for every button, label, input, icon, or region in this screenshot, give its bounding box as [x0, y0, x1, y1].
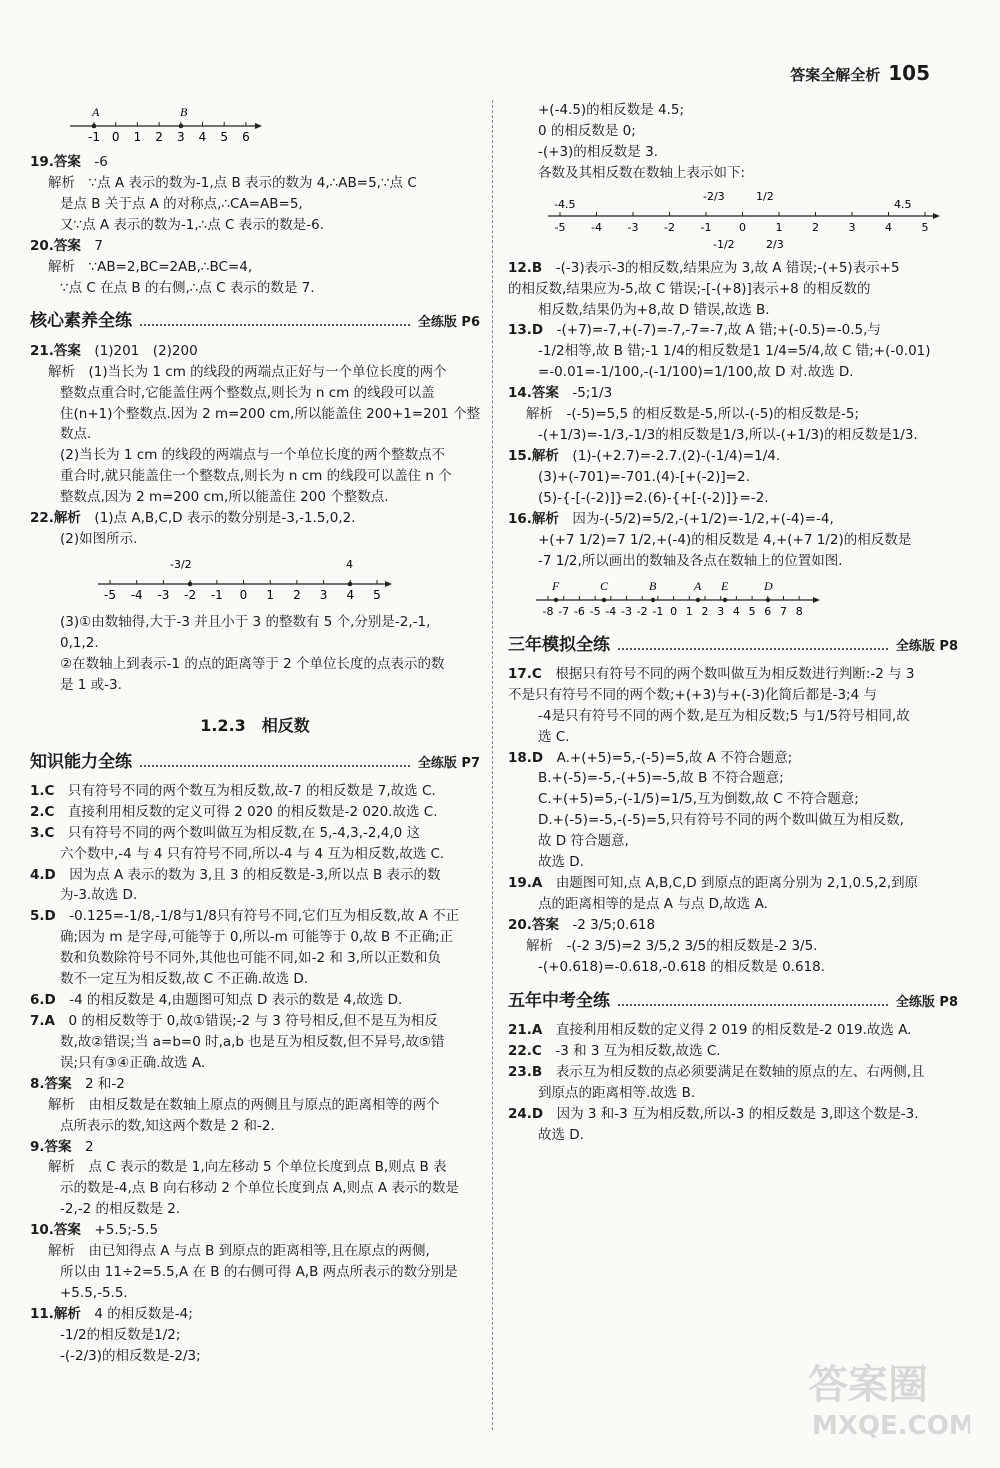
nl11-label-neg23: -2/3 — [703, 189, 725, 203]
text-line: (2)如图所示. — [60, 531, 138, 548]
text-line: 5.D -0.125=-1/8,-1/8与1/8只有符号不同,它们互为相反数,故 A 不正 — [30, 908, 460, 925]
text-line: 解析 -(-5)=5,5 的相反数是-5,所以-(-5)的相反数是-5; — [526, 406, 860, 423]
text-line: 六个数中,-4 与 4 只有符号不同,所以-4 与 4 互为相反数,故选 C. — [60, 845, 445, 862]
text-line: 解析 ∵点 A 表示的数为-1,点 B 表示的数为 4,∴AB=5,∵点 C — [48, 174, 417, 191]
text-line: -(+0.618)=-0.618,-0.618 的相反数是 0.618. — [538, 958, 826, 975]
text-line: +(+7 1/2)=7 1/2,+(-4)的相反数是 4,+(+7 1/2)的相反数是 — [538, 531, 912, 548]
tick-label: -1 — [210, 588, 223, 603]
text-line: 是 1 或-3. — [60, 676, 122, 693]
tick-label: 2 — [293, 588, 301, 603]
text-line: 住(n+1)个整数点.因为 2 m=200 cm,所以能盖住 200+1=201 个整 — [60, 405, 481, 422]
text-line: 2.C 直接利用相反数的定义可得 2 020 的相反数是-2 020.故选 C. — [30, 803, 438, 820]
text-line: 6.D -4 的相反数是 4,由题图可知点 D 表示的数是 4,故选 D. — [30, 992, 403, 1009]
point-label: D — [764, 578, 773, 593]
text-line: 15.解析 (1)-(+2.7)=-2.7.(2)-(-1/4)=1/4. — [508, 447, 781, 464]
nl11-label-neg12: -1/2 — [713, 237, 735, 251]
tick-label: 2 — [155, 130, 163, 144]
text-line: 整数点,因为 2 m=200 cm,所以能盖住 200 个整数点. — [60, 489, 389, 506]
tick-label: 2 — [812, 220, 819, 234]
text-line: 到原点的距离相等.故选 B. — [538, 1084, 696, 1101]
tick-label: 5 — [220, 130, 229, 144]
text-line: 7.A 0 的相反数等于 0,故①错误;-2 与 3 符号相反,但不是互为相反 — [30, 1012, 438, 1029]
text-line: 故 D 符合题意, — [538, 833, 629, 850]
number-line-top — [50, 104, 480, 148]
text-line: 整数点重合时,它能盖住两个整数点,则长为 n cm 的线段可以盖 — [60, 384, 435, 401]
tick-label: -3 — [621, 604, 632, 618]
text-line: -2,-2 的相反数是 2. — [60, 1201, 181, 1218]
text-line: (3)+(-701)=-701.(4)-[+(-2)]=2. — [538, 468, 750, 485]
text-line: -1/2相等,故 B 错;-1 1/4的相反数是1 1/4=5/4,故 C 错;+(-0.01) — [538, 343, 931, 360]
tick-label: 0 — [739, 220, 746, 234]
text-line: -(+1/3)=-1/3,-1/3的相反数是1/3,所以-(+1/3)的相反数是1/3. — [538, 427, 918, 444]
text-line: 24.D 因为 3 和-3 互为相反数,所以-3 的相反数是 3,即这个数是-3. — [508, 1105, 919, 1122]
tick-label: 0 — [670, 604, 678, 618]
text-line: 20.答案 7 — [30, 237, 104, 254]
text-line: (2)当长为 1 cm 的线段的两端点与一个单位长度的两个整数点不 — [60, 447, 446, 464]
answer-22-part3 — [30, 612, 480, 696]
text-line: 各数及其相反数在数轴上表示如下: — [538, 164, 746, 181]
point-label: E — [721, 578, 729, 593]
svg-text:MXQE.COM: MXQE.COM — [812, 1411, 970, 1441]
text-line: 9.答案 2 — [30, 1138, 94, 1155]
text-line: 解析 点 C 表示的数是 1,向左移动 5 个单位长度到点 B,则点 B 表 — [48, 1159, 447, 1176]
text-line: (5)-{-[-(-2)]}=2.(6)-{+[-(-2)]}=-2. — [538, 489, 769, 506]
text-line: 1.C 只有符号不同的两个数互为相反数,故-7 的相反数是 7,故选 C. — [30, 782, 436, 799]
answers-17-20 — [508, 664, 958, 978]
text-line: 22.C -3 和 3 互为相反数,故选 C. — [508, 1042, 721, 1059]
text-line: ∵点 C 在点 B 的右侧,∴点 C 表示的数是 7. — [60, 279, 315, 296]
section-header-core — [30, 308, 480, 334]
section-page: 全练版 P8 — [895, 994, 958, 1010]
text-line: 21.答案 (1)201 (2)200 — [30, 342, 198, 359]
text-line: 解析 (1)当长为 1 cm 的线段的两端点正好与一个单位长度的两个 — [48, 363, 447, 380]
text-line: 解析 由已知得点 A 与点 B 到原点的距离相等,且在原点的两侧, — [48, 1243, 430, 1260]
nl-label-a: A — [92, 105, 100, 119]
text-line: 确;因为 m 是字母,可能等于 0,所以-m 可能等于 0,故 B 不正确;正 — [60, 929, 454, 946]
point-label: B — [649, 578, 657, 593]
text-line: -7 1/2,所以画出的数轴及各点在数轴上的位置如图. — [538, 552, 843, 569]
nl22-label-4: 4 — [346, 558, 353, 572]
text-line: 8.答案 2 和-2 — [30, 1075, 125, 1092]
tick-label: 8 — [795, 604, 803, 618]
section-title: 核心素养全练 — [30, 311, 132, 332]
text-line: 17.C 根据只有符号不同的两个数叫做互为相反数进行判断:-2 与 3 — [508, 665, 915, 682]
text-line: -(-2/3)的相反数是-2/3; — [60, 1347, 201, 1364]
number-line-11 — [528, 188, 958, 254]
tick-label: 4 — [885, 220, 892, 234]
tick-label: 5 — [921, 220, 929, 234]
tick-label: -1 — [700, 220, 712, 234]
answers-19-20 — [30, 152, 480, 298]
tick-label: -4 — [605, 604, 617, 618]
point-label: A — [694, 578, 702, 593]
page-number: 105 — [888, 61, 930, 85]
tick-label: 1 — [266, 588, 275, 603]
tick-label: -3 — [627, 220, 639, 234]
number-line-22 — [50, 554, 480, 608]
text-line: B.+(-5)=-5,-(+5)=-5,故 B 不符合题意; — [538, 770, 784, 787]
nl11-label-12: 1/2 — [756, 189, 774, 203]
text-line: 解析 由相反数是在数轴上原点的两侧且与原点的距离相等的两个 — [48, 1096, 440, 1113]
tick-label: 3 — [848, 220, 856, 234]
tick-label: 1 — [133, 130, 142, 144]
text-line: 数点. — [60, 426, 92, 443]
tick-label: 2 — [701, 604, 709, 618]
text-line: -4是只有符号不同的两个数,是互为相反数;5 与1/5符号相同,故 — [538, 707, 910, 724]
page-header — [790, 58, 930, 89]
text-line: 0,1,2. — [60, 634, 99, 651]
tick-label: -5 — [589, 604, 601, 618]
tick-label: 1 — [685, 604, 693, 618]
text-line: =-0.01=-1/100,-(-1/100)=1/100,故 D 对.故选 D. — [538, 364, 854, 381]
svg-text:答案圈: 答案圈 — [808, 1362, 928, 1408]
tick-label: -7 — [558, 604, 570, 618]
text-line: 相反数,结果仍为+8,故 D 错误,故选 B. — [538, 301, 770, 318]
tick-label: -2 — [636, 604, 648, 618]
nl11-label-45: 4.5 — [894, 197, 912, 211]
nl11-label-23: 2/3 — [766, 237, 784, 251]
point-label: C — [600, 578, 609, 593]
nl11-label-neg45: -4.5 — [554, 197, 576, 211]
text-line: -1/2的相反数是1/2; — [60, 1326, 181, 1343]
header-title: 答案全解全析 — [790, 66, 881, 84]
answer-11-continued — [508, 100, 958, 184]
text-line: 故选 D. — [538, 854, 584, 871]
section-header-three-year — [508, 632, 958, 658]
text-line: 重合时,就只能盖住一个整数点,则长为 n cm 的线段可以盖住 n 个 — [60, 468, 452, 485]
text-line: 为-3.故选 D. — [60, 887, 138, 904]
tick-label: -4 — [130, 588, 143, 603]
tick-label: -5 — [104, 588, 116, 603]
answers-12-16 — [508, 258, 958, 572]
text-line: 所以由 11÷2=5.5,A 在 B 的右侧可得 A,B 两点所表示的数分别是 — [60, 1264, 458, 1281]
tick-label: 7 — [780, 604, 787, 618]
section-header-knowledge — [30, 749, 480, 775]
text-line: C.+(+5)=5,-(-1/5)=1/5,互为倒数,故 C 不符合题意; — [538, 791, 859, 808]
text-line: 数不一定互为相反数,故 C 不正确.故选 D. — [60, 971, 309, 988]
text-line: 11.解析 4 的相反数是-4; — [30, 1305, 193, 1322]
tick-label: 5 — [373, 588, 381, 603]
text-line: 4.D 因为点 A 表示的数为 3,且 3 的相反数是-3,所以点 B 表示的数 — [30, 866, 441, 883]
tick-label: -4 — [591, 220, 602, 234]
column-divider — [492, 100, 493, 1430]
tick-label: 3 — [176, 130, 185, 144]
text-line: 16.解析 因为-(-5/2)=5/2,-(+1/2)=-1/2,+(-4)=-4, — [508, 510, 834, 527]
left-column — [30, 100, 480, 1367]
section-page: 全练版 P6 — [417, 315, 480, 331]
text-line: 数,故②错误;当 a=b=0 时,a,b 也是互为相反数,但不异号,故⑤错 — [60, 1033, 445, 1050]
text-line: 选 C. — [538, 728, 570, 745]
text-line: 示的数是-4,点 B 向右移动 2 个单位长度到点 A,则点 A 表示的数是 — [60, 1180, 459, 1197]
tick-label: 3 — [319, 588, 328, 603]
tick-label: -5 — [554, 220, 566, 234]
tick-label: -1 — [652, 604, 664, 618]
text-line: 13.D -(+7)=-7,+(-7)=-7,-7=-7,故 A 错;+(-0.5)=-0.5,与 — [508, 322, 881, 339]
tick-label: -8 — [542, 604, 554, 618]
text-line: 数和负数除符号不同外,其他也可能不同,如-2 和 3,所以正数和负 — [60, 950, 442, 967]
text-line: 点所表示的数,知这两个数是 2 和-2. — [60, 1117, 275, 1134]
text-line: 18.D A.+(+5)=5,-(-5)=5,故 A 不符合题意; — [508, 749, 793, 766]
tick-label: 0 — [239, 588, 248, 603]
text-line: 12.B -(-3)表示-3的相反数,结果应为 3,故 A 错误;-(+5)表示+5 — [508, 259, 900, 276]
right-column — [508, 100, 958, 1146]
text-line: 3.C 只有符号不同的两个数叫做互为相反数,在 5,-4,3,-2,4,0 这 — [30, 824, 421, 841]
text-line: 0 的相反数是 0; — [538, 122, 636, 139]
section-page: 全练版 P8 — [895, 638, 958, 654]
tick-label: -3 — [157, 588, 170, 603]
text-line: 解析 -(-2 3/5)=2 3/5,2 3/5的相反数是-2 3/5. — [526, 937, 818, 954]
section-title: 三年模拟全练 — [508, 634, 610, 655]
section-title: 知识能力全练 — [30, 751, 132, 772]
tick-label: 6 — [764, 604, 772, 618]
section-page: 全练版 P7 — [417, 755, 480, 771]
tick-label: -6 — [573, 604, 585, 618]
text-line: 20.答案 -2 3/5;0.618 — [508, 916, 656, 933]
nl22-label-neg: -3/2 — [170, 558, 192, 572]
text-line: D.+(-5)=-5,-(-5)=5,只有符号不同的两个数叫做互为相反数, — [538, 812, 904, 829]
tick-label: 4 — [732, 604, 740, 618]
text-line: 19.A 由题图可知,点 A,B,C,D 到原点的距离分别为 2,1,0.5,2,到原 — [508, 875, 919, 892]
point-label: F — [552, 578, 560, 593]
text-line: 解析 ∵AB=2,BC=2AB,∴BC=4, — [48, 258, 253, 275]
tick-label: 5 — [748, 604, 756, 618]
text-line: 误;只有③④正确.故选 A. — [60, 1054, 206, 1071]
tick-label: 4 — [346, 588, 355, 603]
answers-21-24 — [508, 1020, 958, 1146]
tick-label: -1 — [88, 130, 100, 144]
tick-label: 6 — [242, 130, 250, 144]
answers-1-11 — [30, 781, 480, 1367]
text-line: 19.答案 -6 — [30, 154, 108, 170]
watermark-logo — [800, 1352, 970, 1442]
section-header-five-year — [508, 988, 958, 1014]
chapter-heading: 1.2.3 相反数 — [200, 715, 310, 735]
tick-label: -2 — [664, 220, 675, 234]
tick-label: 4 — [198, 130, 207, 144]
text-line: 故选 D. — [538, 1126, 584, 1143]
text-line: 是点 B 关于点 A 的对称点,∴CA=AB=5, — [60, 195, 303, 212]
text-line: 不是只有符号不同的两个数;+(+3)与+(-3)化简后都是-3;4 与 — [508, 686, 877, 703]
section-title: 五年中考全练 — [508, 990, 610, 1011]
text-line: 的相反数,结果应为-5,故 C 错误;-[-(+8)]表示+8 的相反数的 — [508, 280, 871, 297]
text-line: 21.A 直接利用相反数的定义得 2 019 的相反数是-2 019.故选 A. — [508, 1022, 912, 1039]
answers-21-22 — [30, 341, 480, 550]
text-line: (3)①由数轴得,大于-3 并且小于 3 的整数有 5 个,分别是-2,-1, — [60, 614, 431, 631]
text-line: +(-4.5)的相反数是 4.5; — [538, 102, 684, 118]
tick-label: 0 — [111, 130, 120, 144]
text-line: 10.答案 +5.5;-5.5 — [30, 1222, 159, 1239]
text-line: 点的距离相等的是点 A 与点 D,故选 A. — [538, 896, 768, 912]
tick-label: 3 — [717, 604, 725, 618]
text-line: +5.5,-5.5. — [60, 1284, 128, 1301]
text-line: -(+3)的相反数是 3. — [538, 143, 658, 160]
text-line: ②在数轴上到表示-1 的点的距离等于 2 个单位长度的点表示的数 — [60, 655, 445, 672]
text-line: 又∵点 A 表示的数为-1,∴点 C 表示的数是-6. — [60, 216, 325, 233]
tick-label: -2 — [184, 588, 197, 603]
text-line: 23.B 表示互为相反数的点必须要满足在数轴的原点的左、右两侧,且 — [508, 1063, 925, 1080]
nl-label-b: B — [180, 105, 188, 119]
tick-label: 1 — [775, 220, 783, 234]
number-line-16 — [528, 576, 958, 622]
text-line: 22.解析 (1)点 A,B,C,D 表示的数分别是-3,-1.5,0,2. — [30, 510, 356, 527]
text-line: 14.答案 -5;1/3 — [508, 385, 613, 402]
